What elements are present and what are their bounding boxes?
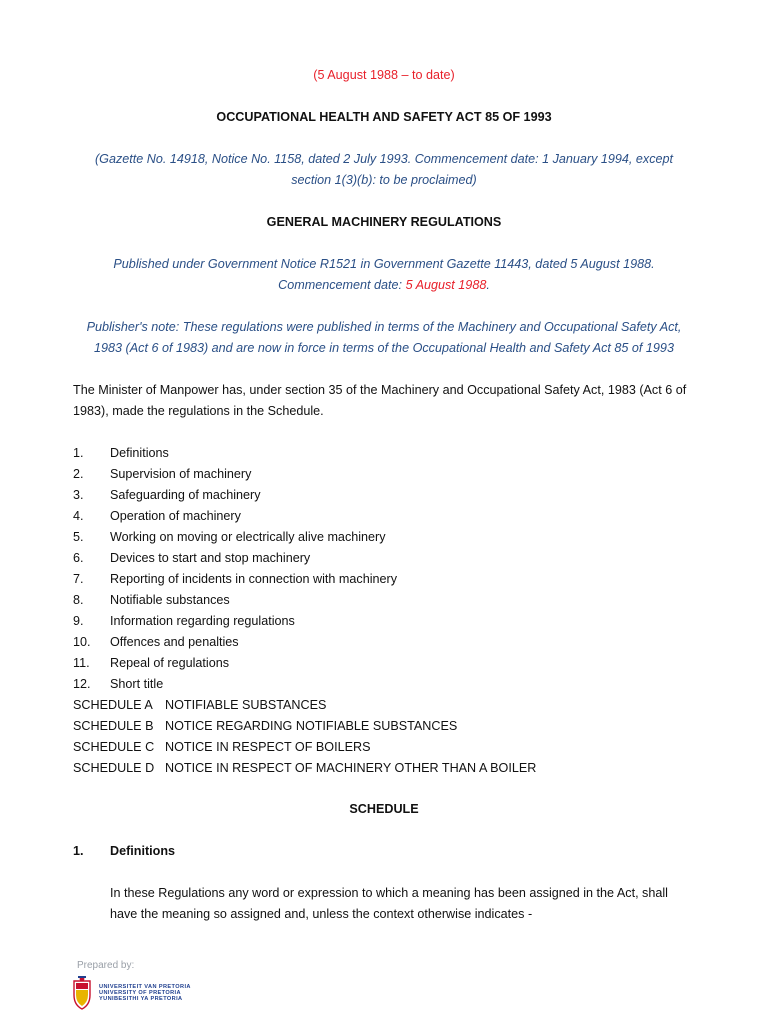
- toc-title: Devices to start and stop machinery: [110, 551, 311, 565]
- toc-title: Supervision of machinery: [110, 467, 252, 481]
- logo-text: [99, 984, 191, 1003]
- toc-item: [73, 590, 713, 611]
- intro-paragraph: The Minister of Manpower has, under section 35 of the Machinery and Occupational Safety Act, 1983 (Act 6 of 1983), made the regulations in the Schedule.: [73, 383, 687, 418]
- toc-number: 11.: [73, 656, 90, 670]
- toc-number: 9.: [73, 614, 84, 628]
- toc-title: Definitions: [110, 446, 169, 460]
- schedule-heading: SCHEDULE: [349, 802, 419, 816]
- toc-schedule-item: [73, 716, 713, 737]
- schedule-title: NOTIFIABLE SUBSTANCES: [165, 698, 327, 712]
- toc-title: Safeguarding of machinery: [110, 488, 261, 502]
- schedule-title: NOTICE REGARDING NOTIFIABLE SUBSTANCES: [165, 719, 458, 733]
- table-of-contents: [73, 443, 713, 779]
- toc-title: Offences and penalties: [110, 635, 239, 649]
- toc-item: [73, 506, 713, 527]
- toc-item: [73, 443, 713, 464]
- section-title: Definitions: [110, 844, 176, 858]
- schedule-label: SCHEDULE B: [73, 719, 154, 733]
- toc-title: Repeal of regulations: [110, 656, 230, 670]
- section-number: 1.: [73, 844, 84, 858]
- toc-number: 6.: [73, 551, 84, 565]
- toc-item: [73, 653, 713, 674]
- date-range: (5 August 1988 – to date): [313, 68, 455, 82]
- schedule-title: NOTICE IN RESPECT OF BOILERS: [165, 740, 371, 754]
- toc-number: 4.: [73, 509, 84, 523]
- toc-schedule-item: [73, 737, 713, 758]
- toc-item: [73, 548, 713, 569]
- schedule-label: SCHEDULE D: [73, 761, 155, 775]
- toc-item: [73, 632, 713, 653]
- publishers-note-line-2: 1983 (Act 6 of 1983) and are now in force in terms of the Occupational Health and Safety Act 85 of 1993: [94, 341, 674, 355]
- gazette-line-2: section 1(3)(b): to be proclaimed): [291, 173, 477, 187]
- toc-number: 5.: [73, 530, 84, 544]
- toc-number: 3.: [73, 488, 84, 502]
- toc-item: [73, 611, 713, 632]
- publication-details: [60, 254, 708, 296]
- prepared-by-label: Prepared by:: [77, 960, 135, 971]
- gazette-details: [60, 149, 708, 191]
- toc-item: [73, 674, 713, 695]
- toc-title: Working on moving or electrically alive machinery: [110, 530, 386, 544]
- commencement-line: [60, 275, 708, 296]
- section-1-heading: [73, 841, 175, 862]
- logo-line-3: YUNIBESITHI YA PRETORIA: [99, 996, 183, 1003]
- commencement-label: Commencement date:: [278, 278, 406, 292]
- regulations-title: GENERAL MACHINERY REGULATIONS: [266, 215, 502, 229]
- logo-line-2: UNIVERSITY OF PRETORIA: [99, 990, 181, 997]
- toc-title: Reporting of incidents in connection with machinery: [110, 572, 398, 586]
- toc-schedule-item: [73, 758, 713, 779]
- publishers-note-line-1: Publisher's note: These regulations were published in terms of the Machinery and Occupational Safety Act,: [86, 320, 682, 334]
- toc-title: Information regarding regulations: [110, 614, 295, 628]
- university-logo: [70, 975, 200, 1011]
- toc-item: [73, 485, 713, 506]
- commencement-end: .: [486, 278, 490, 292]
- toc-title: Notifiable substances: [110, 593, 230, 607]
- schedule-label: SCHEDULE A: [73, 698, 153, 712]
- toc-item: [73, 464, 713, 485]
- published-line: Published under Government Notice R1521 in Government Gazette 11443, dated 5 August 1988.: [113, 257, 655, 271]
- logo-line-1: UNIVERSITEIT VAN PRETORIA: [99, 984, 191, 990]
- act-title: OCCUPATIONAL HEALTH AND SAFETY ACT 85 OF 1993: [216, 110, 552, 124]
- section-1-text: In these Regulations any word or expression to which a meaning has been assigned in the Act, shall have the meaning so assigned and, unless the context otherwise indicates -: [110, 886, 668, 921]
- toc-number: 1.: [73, 446, 84, 460]
- toc-number: 2.: [73, 467, 84, 481]
- toc-number: 10.: [73, 635, 91, 649]
- schedule-title: NOTICE IN RESPECT OF MACHINERY OTHER THAN A BOILER: [165, 761, 537, 775]
- toc-number: 12.: [73, 677, 91, 691]
- toc-item: [73, 527, 713, 548]
- gazette-line-1: (Gazette No. 14918, Notice No. 1158, dated 2 July 1993. Commencement date: 1 January 1994, except: [94, 152, 674, 166]
- toc-number: 7.: [73, 572, 84, 586]
- toc-title: Short title: [110, 677, 164, 691]
- publishers-note: [60, 317, 708, 359]
- toc-title: Operation of machinery: [110, 509, 241, 523]
- toc-item: [73, 569, 713, 590]
- toc-number: 8.: [73, 593, 84, 607]
- commencement-date: 5 August 1988: [405, 278, 487, 292]
- toc-schedule-item: [73, 695, 713, 716]
- schedule-label: SCHEDULE C: [73, 740, 155, 754]
